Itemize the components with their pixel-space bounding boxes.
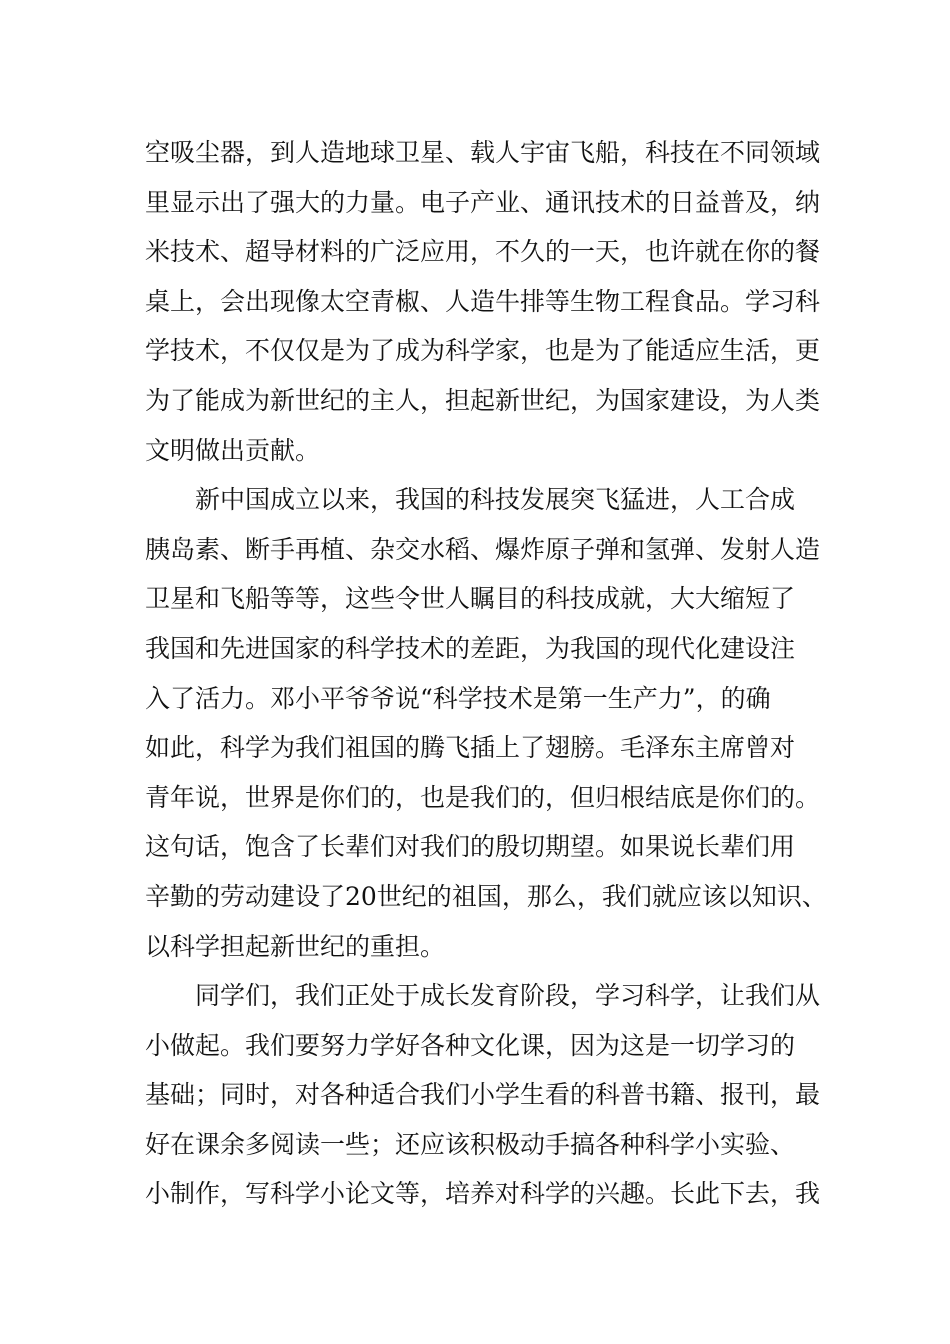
paragraph-3 (145, 971, 825, 1219)
text-line: 米技术、超导材料的广泛应用，不久的一天，也许就在你的餐 (145, 237, 821, 267)
text-line: 为了能成为新世纪的主人，担起新世纪，为国家建设，为人类 (145, 385, 821, 415)
text-line: 学技术，不仅仅是为了成为科学家，也是为了能适应生活，更 (145, 336, 821, 366)
text-line: 小做起。我们要努力学好各种文化课，因为这是一切学习的 (145, 1030, 796, 1060)
text-line: 这句话，饱含了长辈们对我们的殷切期望。如果说长辈们用 (145, 832, 796, 862)
text-line: 卫星和飞船等等，这些令世人瞩目的科技成就，大大缩短了 (145, 584, 796, 614)
text-line: 青年说，世界是你们的，也是我们的，但归根结底是你们的。 (145, 782, 821, 812)
text-line: 胰岛素、断手再植、杂交水稻、爆炸原子弹和氢弹、发射人造 (145, 534, 821, 564)
text-line: 基础；同时，对各种适合我们小学生看的科普书籍、报刊，最 (145, 1080, 821, 1110)
text-line: 如此，科学为我们祖国的腾飞插上了翅膀。毛泽东主席曾对 (145, 733, 796, 763)
text-line: 同学们，我们正处于成长发育阶段，学习科学，让我们从 (195, 981, 821, 1011)
text-line: 以科学担起新世纪的重担。 (145, 931, 446, 961)
text-line: 新中国成立以来，我国的科技发展突飞猛进，人工合成 (195, 485, 796, 515)
text-line: 里显示出了强大的力量。电子产业、通讯技术的日益普及，纳 (145, 187, 821, 217)
text-line: 文明做出贡献。 (145, 435, 321, 465)
paragraph-1 (145, 128, 825, 475)
paragraph-2 (145, 475, 825, 971)
text-line: 辛勤的劳动建设了20世纪的祖国，那么，我们就应该以知识、 (145, 881, 827, 911)
text-line: 小制作，写科学小论文等，培养对科学的兴趣。长此下去，我 (145, 1179, 821, 1209)
text-line: 入了活力。邓小平爷爷说“科学技术是第一生产力”，的确 (145, 683, 771, 713)
body-text (145, 128, 825, 1219)
text-line: 空吸尘器，到人造地球卫星、载人宇宙飞船，科技在不同领域 (145, 138, 821, 167)
text-line: 我国和先进国家的科学技术的差距，为我国的现代化建设注 (145, 633, 796, 663)
text-line: 好在课余多阅读一些；还应该积极动手搞各种科学小实验、 (145, 1129, 796, 1159)
text-line: 桌上，会出现像太空青椒、人造牛排等生物工程食品。学习科 (145, 286, 821, 316)
